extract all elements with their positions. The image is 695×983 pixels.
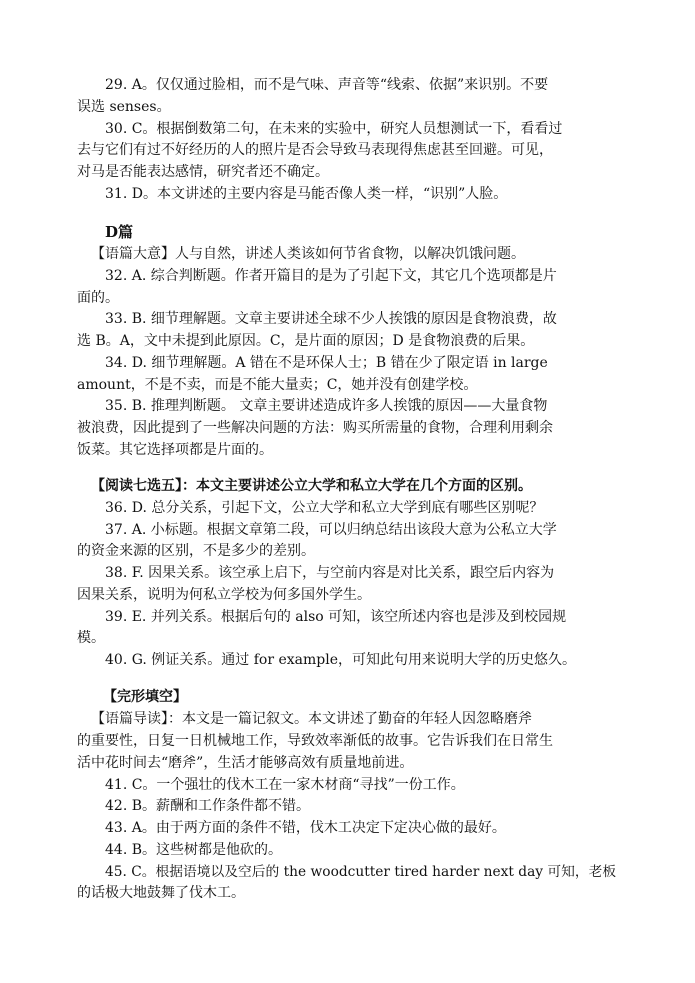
seven-choice-heading: 【阅读七选五】：本文主要讲述公立大学和私立大学在几个方面的区别。 bbox=[91, 478, 532, 494]
answer-38-line-2: 因果关系，说明为何私立学校为何多国外学生。 bbox=[77, 587, 371, 603]
cloze-intro-line-3: 活中花时间去“磨斧”，生活才能够高效有质量地前进。 bbox=[77, 755, 414, 771]
answer-35-line-1: 35. B. 推理判断题。 文章主要讲述造成许多人挨饿的原因——大量食物 bbox=[105, 398, 548, 414]
answer-39-line-1: 39. E. 并列关系。根据后句的 also 可知，该空所述内容也是涉及到校园规 bbox=[105, 609, 567, 625]
answer-33-line-2: 选 B。A，文中未提到此原因。C，是片面的原因；D 是食物浪费的后果。 bbox=[77, 333, 535, 349]
cloze-intro-line-2: 的重要性，日复一日机械地工作，导致效率渐低的故事。它告诉我们在日常生 bbox=[77, 733, 553, 749]
answer-35-line-2: 被浪费，因此提到了一些解决问题的方法：购买所需量的食物，合理利用剩余 bbox=[77, 420, 553, 436]
answer-38-line-1: 38. F. 因果关系。该空承上启下，与空前内容是对比关系，跟空后内容为 bbox=[105, 565, 555, 581]
answer-42-line-1: 42. B。薪酬和工作条件都不错。 bbox=[105, 798, 311, 814]
cloze-intro-line-1: 【语篇导读】：本文是一篇记叙文。本文讲述了勤奋的年轻人因忽略磨斧 bbox=[91, 711, 532, 727]
answer-39-line-2: 模。 bbox=[77, 630, 105, 646]
answer-45-line-1: 45. C。根据语境以及空后的 the woodcutter tired harder next day 可知，老板 bbox=[105, 864, 617, 880]
answer-30-line-2: 去与它们有过不好经历的人的照片是否会导致马表现得焦虑甚至回避。可见， bbox=[77, 142, 553, 158]
answer-37-line-2: 的资金来源的区别，不是多少的差别。 bbox=[77, 543, 315, 559]
answer-34-line-1: 34. D. 细节理解题。A 错在不是环保人士；B 错在少了限定语 in large bbox=[105, 355, 548, 371]
answer-29-line-2: 误选 senses。 bbox=[77, 99, 171, 115]
answer-37-line-1: 37. A. 小标题。根据文章第二段，可以归纳总结出该段大意为公私立大学 bbox=[105, 522, 557, 538]
answer-33-line-1: 33. B. 细节理解题。文章主要讲述全球不少人挨饿的原因是食物浪费，故 bbox=[105, 311, 557, 327]
answer-43-line-1: 43. A。由于两方面的条件不错，伐木工决定下定决心做的最好。 bbox=[105, 820, 506, 836]
answer-32-line-2: 面的。 bbox=[77, 290, 119, 306]
answer-45-line-2: 的话极大地鼓舞了伐木工。 bbox=[77, 885, 245, 901]
answer-35-line-3: 饭菜。其它选择项都是片面的。 bbox=[77, 442, 273, 458]
answer-30-line-1: 30. C。根据倒数第二句，在未来的实验中，研究人员想测试一下，看看过 bbox=[105, 121, 563, 137]
answer-32-line-1: 32. A. 综合判断题。作者开篇目的是为了引起下文，其它几个选项都是片 bbox=[105, 268, 557, 284]
section-d-heading: D篇 bbox=[105, 223, 134, 241]
answer-34-line-2: amount，不是不卖，而是不能大量卖；C，她并没有创建学校。 bbox=[77, 377, 478, 393]
answer-44-line-1: 44. B。这些树都是他砍的。 bbox=[105, 842, 283, 858]
answer-31-line-1: 31. D。本文讲述的主要内容是马能否像人类一样，“识别”人脸。 bbox=[105, 186, 508, 202]
answer-36-line-1: 36. D. 总分关系，引起下文，公立大学和私立大学到底有哪些区别呢？ bbox=[105, 500, 544, 516]
answer-30-line-3: 对马是否能表达感情，研究者还不确定。 bbox=[77, 164, 329, 180]
section-d-summary: 【语篇大意】人与自然，讲述人类该如何节省食物，以解决饥饿问题。 bbox=[91, 246, 525, 262]
cloze-heading: 【完形填空】 bbox=[103, 689, 187, 705]
answer-41-line-1: 41. C。一个强壮的伐木工在一家木材商“寻找”一份工作。 bbox=[105, 777, 465, 793]
answer-40-line-1: 40. G. 例证关系。通过 for example，可知此句用来说明大学的历史悠久。 bbox=[105, 652, 577, 668]
answer-29-line-1: 29. A。仅仅通过脸相，而不是气味、声音等“线索、依据”来识别。不要 bbox=[105, 77, 549, 93]
